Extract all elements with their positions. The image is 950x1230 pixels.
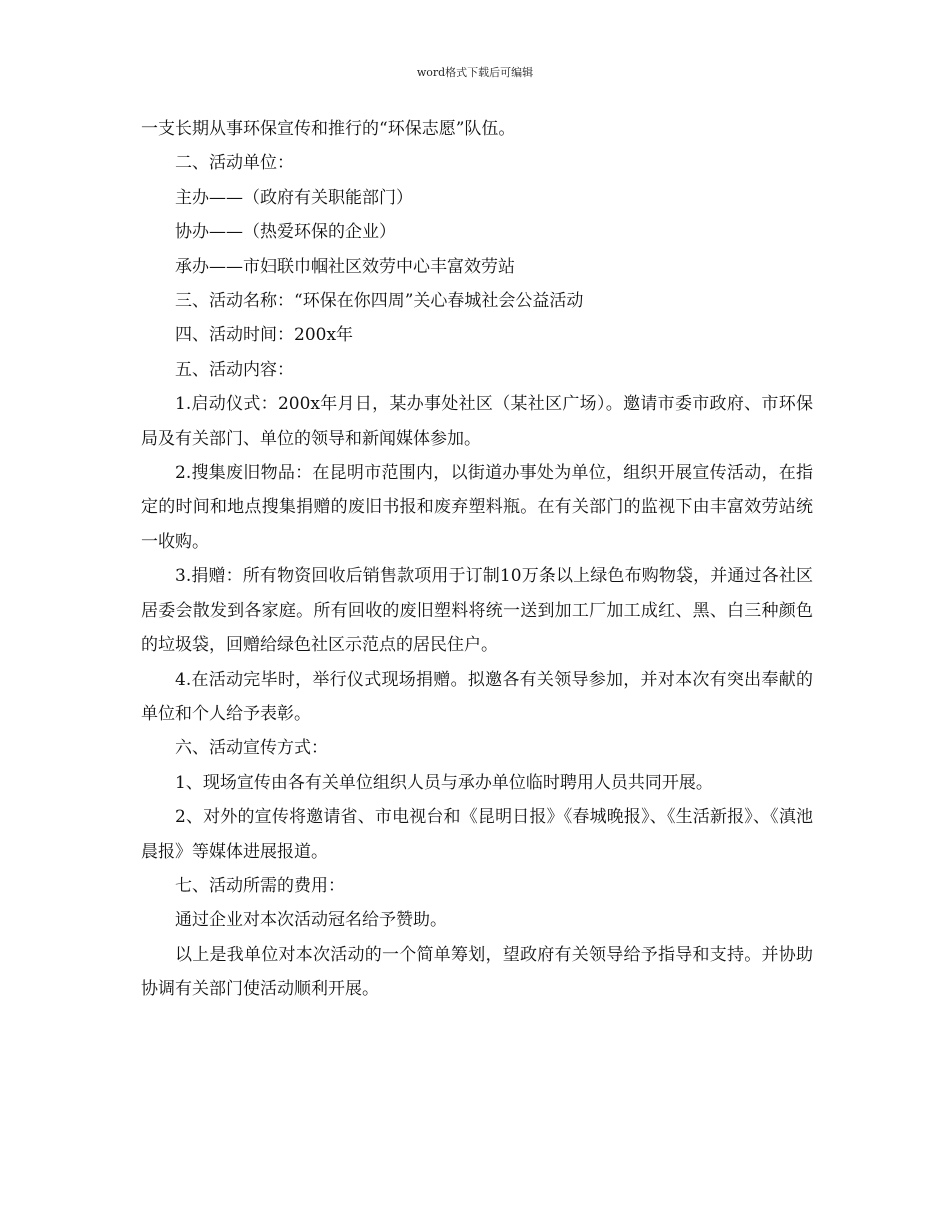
paragraph: 2、对外的宣传将邀请省、市电视台和《昆明日报》《春城晚报》、《生活新报》、《滇池晨报》等媒体进展报道。 bbox=[141, 807, 813, 862]
paragraph: 1、现场宣传由各有关单位组织人员与承办单位临时聘用人员共同开展。 bbox=[175, 772, 713, 793]
paragraph: 主办——（政府有关职能部门） bbox=[175, 187, 413, 208]
section-heading: 四、活动时间：200x年 bbox=[175, 325, 354, 346]
paragraph: 2.搜集废旧物品：在昆明市范围内，以街道办事处为单位，组织开展宣传活动，在指定的时间和地点搜集捐赠的废旧书报和废弃塑料瓶。在有关部门的监视下由丰富效劳站统一收购。 bbox=[141, 463, 813, 552]
paragraph: 4.在活动完毕时，举行仪式现场捐赠。拟邀各有关领导参加，并对本次有突出奉献的单位和个人给予表彰。 bbox=[141, 669, 813, 724]
paragraph: 通过企业对本次活动冠名给予赞助。 bbox=[175, 910, 447, 931]
paragraph: 以上是我单位对本次活动的一个简单筹划，望政府有关领导给予指导和支持。并协助协调有关部门使活动顺利开展。 bbox=[141, 944, 813, 1000]
paragraph: 3.捐赠：所有物资回收后销售款项用于订制10万条以上绿色布购物袋，并通过各社区居委会散发到各家庭。所有回收的废旧塑料将统一送到加工厂加工成红、黑、白三种颜色的垃圾袋，回赠给绿色社区示范点的居民住户。 bbox=[141, 566, 813, 656]
page-header: word格式下载后可编辑 bbox=[416, 66, 534, 79]
section-heading: 三、活动名称：“环保在你四周”关心春城社会公益活动 bbox=[175, 291, 584, 312]
section-heading: 二、活动单位： bbox=[175, 153, 294, 174]
section-heading: 五、活动内容： bbox=[175, 359, 294, 380]
paragraph: 承办——市妇联巾帼社区效劳中心丰富效劳站 bbox=[175, 256, 515, 277]
section-heading: 七、活动所需的费用： bbox=[175, 875, 345, 896]
document-body bbox=[141, 112, 813, 1007]
paragraph: 一支长期从事环保宣传和推行的“环保志愿”队伍。 bbox=[141, 119, 516, 139]
paragraph: 协办——（热爱环保的企业） bbox=[175, 222, 396, 243]
paragraph: 1.启动仪式：200x年月日，某办事处社区（某社区广场）。邀请市委市政府、市环保局及有关部门、单位的领导和新闻媒体参加。 bbox=[141, 394, 813, 449]
section-heading: 六、活动宣传方式： bbox=[175, 738, 328, 759]
